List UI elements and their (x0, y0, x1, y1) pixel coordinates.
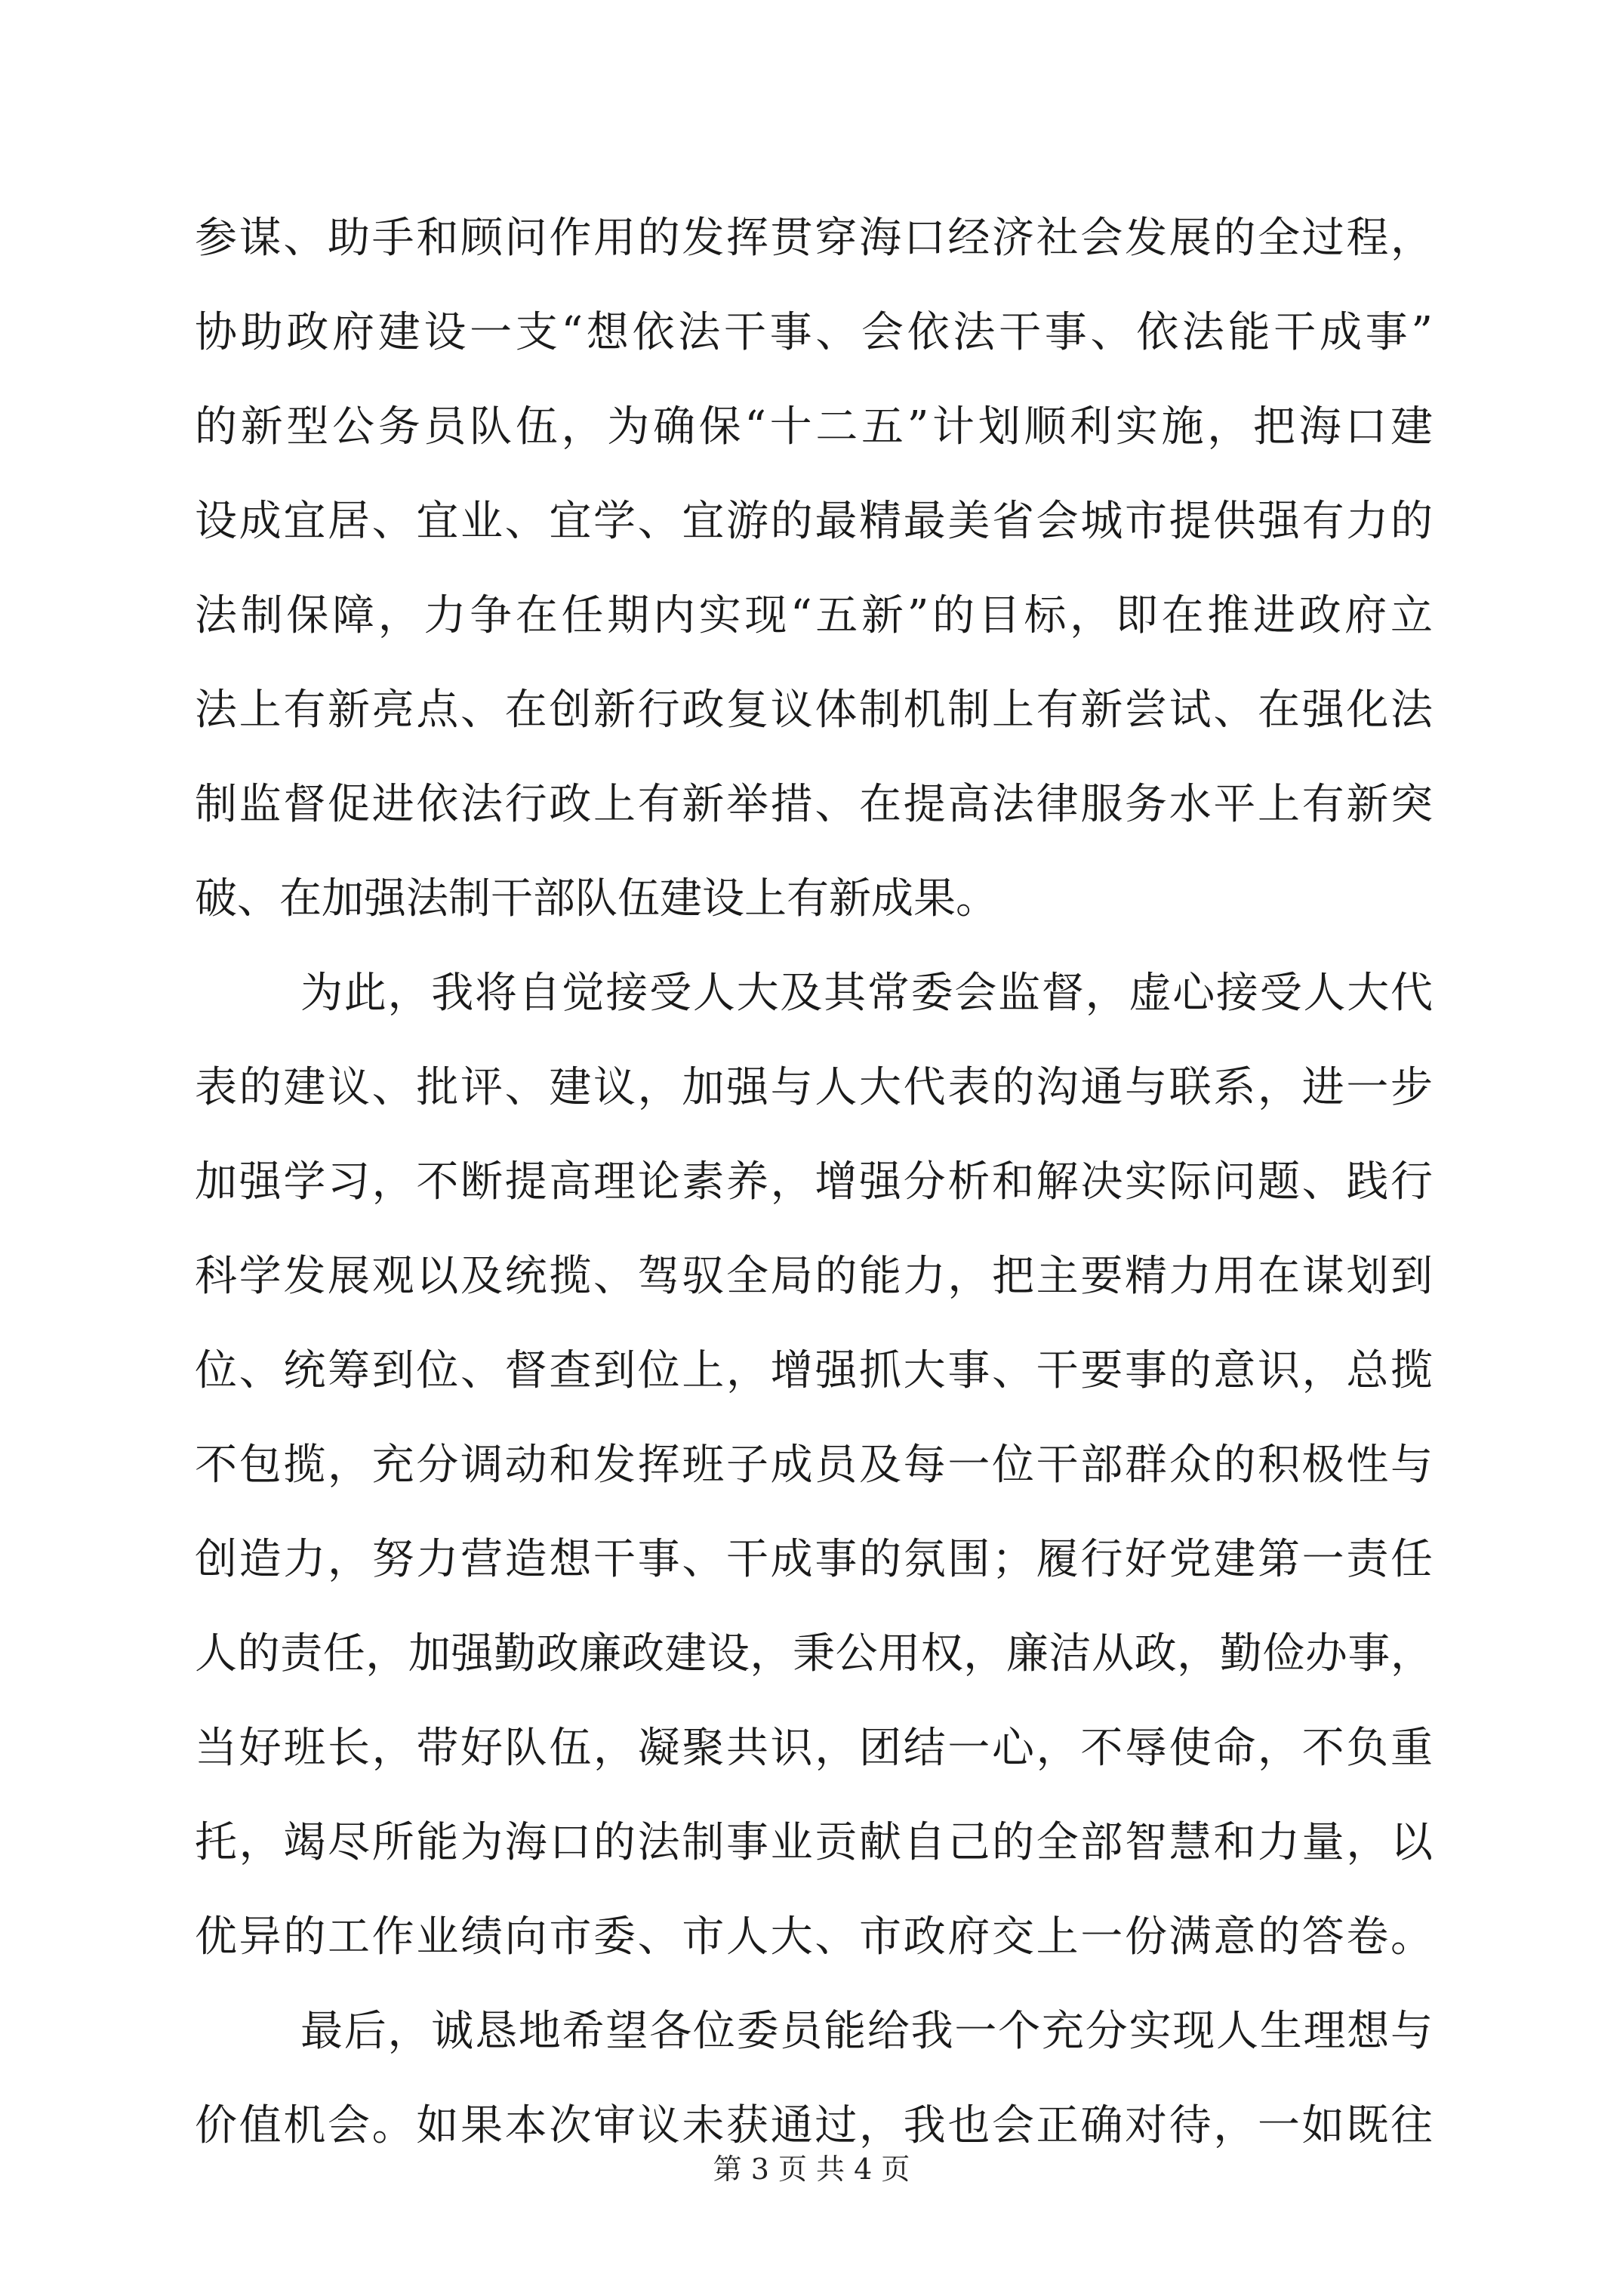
text-line: 位、统筹到位、督查到位上，增强抓大事、干要事的意识，总揽 (195, 1346, 1433, 1395)
text-line: 表的建议、批评、建议，加强与人大代表的沟通与联系，进一步 (195, 1063, 1433, 1112)
text-line: 人的责任，加强勤政廉政建设，秉公用权，廉洁从政，勤俭办事， (195, 1629, 1433, 1678)
text-line: 当好班长，带好队伍，凝聚共识，团结一心，不辱使命，不负重 (195, 1724, 1433, 1773)
text-line: 协助政府建设一支“想依法干事、会依法干事、依法能干成事” (195, 308, 1433, 357)
body-text (195, 191, 1433, 2173)
text-line: 参谋、助手和顾问作用的发挥贯穿海口经济社会发展的全过程， (195, 214, 1433, 263)
text-line: 为此，我将自觉接受人大及其常委会监督，虚心接受人大代 (300, 969, 1433, 1018)
text-line: 破、在加强法制干部队伍建设上有新成果。 (195, 874, 998, 923)
text-line: 价值机会。如果本次审议未获通过，我也会正确对待，一如既往 (195, 2101, 1433, 2150)
text-line: 法上有新亮点、在创新行政复议体制机制上有新尝试、在强化法 (195, 686, 1433, 735)
text-line: 设成宜居、宜业、宜学、宜游的最精最美省会城市提供强有力的 (195, 497, 1433, 546)
text-line: 优异的工作业绩向市委、市人大、市政府交上一份满意的答卷。 (195, 1912, 1433, 1962)
text-line: 创造力，努力营造想干事、干成事的氛围；履行好党建第一责任 (195, 1535, 1433, 1584)
text-line: 科学发展观以及统揽、驾驭全局的能力，把主要精力用在谋划到 (195, 1252, 1433, 1301)
text-line: 不包揽，充分调动和发挥班子成员及每一位干部群众的积极性与 (195, 1441, 1433, 1490)
text-line: 法制保障，力争在任期内实现“五新”的目标，即在推进政府立 (195, 591, 1433, 640)
text-line: 托，竭尽所能为海口的法制事业贡献自己的全部智慧和力量，以 (195, 1818, 1433, 1867)
text-line: 的新型公务员队伍，为确保“十二五”计划顺利实施，把海口建 (195, 402, 1433, 451)
text-line: 最后，诚恳地希望各位委员能给我一个充分实现人生理想与 (300, 2007, 1433, 2056)
text-line: 制监督促进依法行政上有新举措、在提高法律服务水平上有新突 (195, 780, 1433, 829)
page-number: 第 3 页 共 4 页 (713, 2153, 910, 2186)
text-line: 加强学习，不断提高理论素养，增强分析和解决实际问题、践行 (195, 1157, 1433, 1207)
